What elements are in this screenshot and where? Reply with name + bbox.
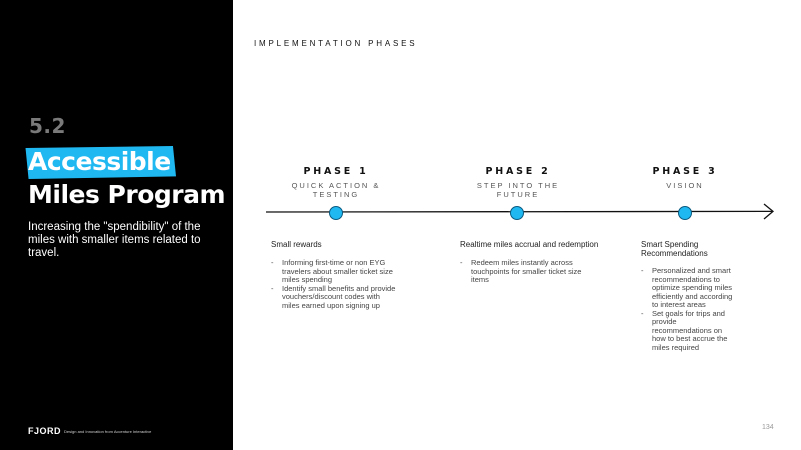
- title-line-2: Miles Program: [28, 180, 226, 209]
- phase-2-details: [460, 240, 635, 285]
- brand-tagline: Design and Innovation from Accenture Interactive: [64, 428, 152, 434]
- implementation-heading: IMPLEMENTATION PHASES: [254, 39, 418, 48]
- phase-1-column-title: Small rewards: [271, 240, 322, 249]
- phase-2-column-title: Realtime miles accrual and redemption: [460, 240, 599, 249]
- phase-3-title: PHASE 3: [652, 166, 718, 177]
- phase-1-details: [271, 240, 441, 310]
- list-item: - Informing first-time or non EYG travelers about smaller ticket size miles spending: [271, 259, 441, 285]
- phase-1-bullets: [271, 259, 441, 310]
- phase-1-dot: [330, 207, 343, 220]
- fjord-logo: FJORD: [28, 426, 62, 436]
- phase-2-subtitle-line-2: FUTURE: [496, 190, 540, 199]
- phase-1-subtitle-line-2: TESTING: [312, 190, 360, 199]
- section-number: 5.2: [29, 114, 66, 138]
- page-number: 134: [762, 424, 774, 431]
- phase-3-subtitle-line-1: VISION: [666, 181, 704, 190]
- phase-2-subtitle-line-1: STEP INTO THE: [476, 181, 560, 190]
- phase-1-title: PHASE 1: [303, 166, 369, 177]
- list-item: - Set goals for trips and provide recommendations on how to best accrue the miles required: [641, 310, 766, 353]
- phase-3-bullets: [641, 267, 766, 352]
- phase-2-title: PHASE 2: [485, 166, 551, 177]
- phase-1-subtitle-line-1: QUICK ACTION &: [291, 181, 381, 190]
- phase-3-dot: [679, 207, 692, 220]
- list-item: - Identify small benefits and provide vouchers/discount codes with miles earned upon signing up: [271, 285, 441, 311]
- phase-3-details: [641, 240, 766, 352]
- phase-2-bullets: [460, 259, 635, 285]
- subtitle: Increasing the "spendibility" of the miles with smaller items related to travel.: [28, 221, 201, 259]
- list-item: - Personalized and smart recommendations to optimize spending miles efficiently and according to interest areas: [641, 267, 766, 310]
- list-item: - Redeem miles instantly across touchpoints for smaller ticket size items: [460, 259, 635, 285]
- phase-3-column-title: Smart Spending Recommendations: [641, 240, 708, 258]
- phase-2-dot: [511, 207, 524, 220]
- title-line-1: Accessible: [28, 147, 171, 176]
